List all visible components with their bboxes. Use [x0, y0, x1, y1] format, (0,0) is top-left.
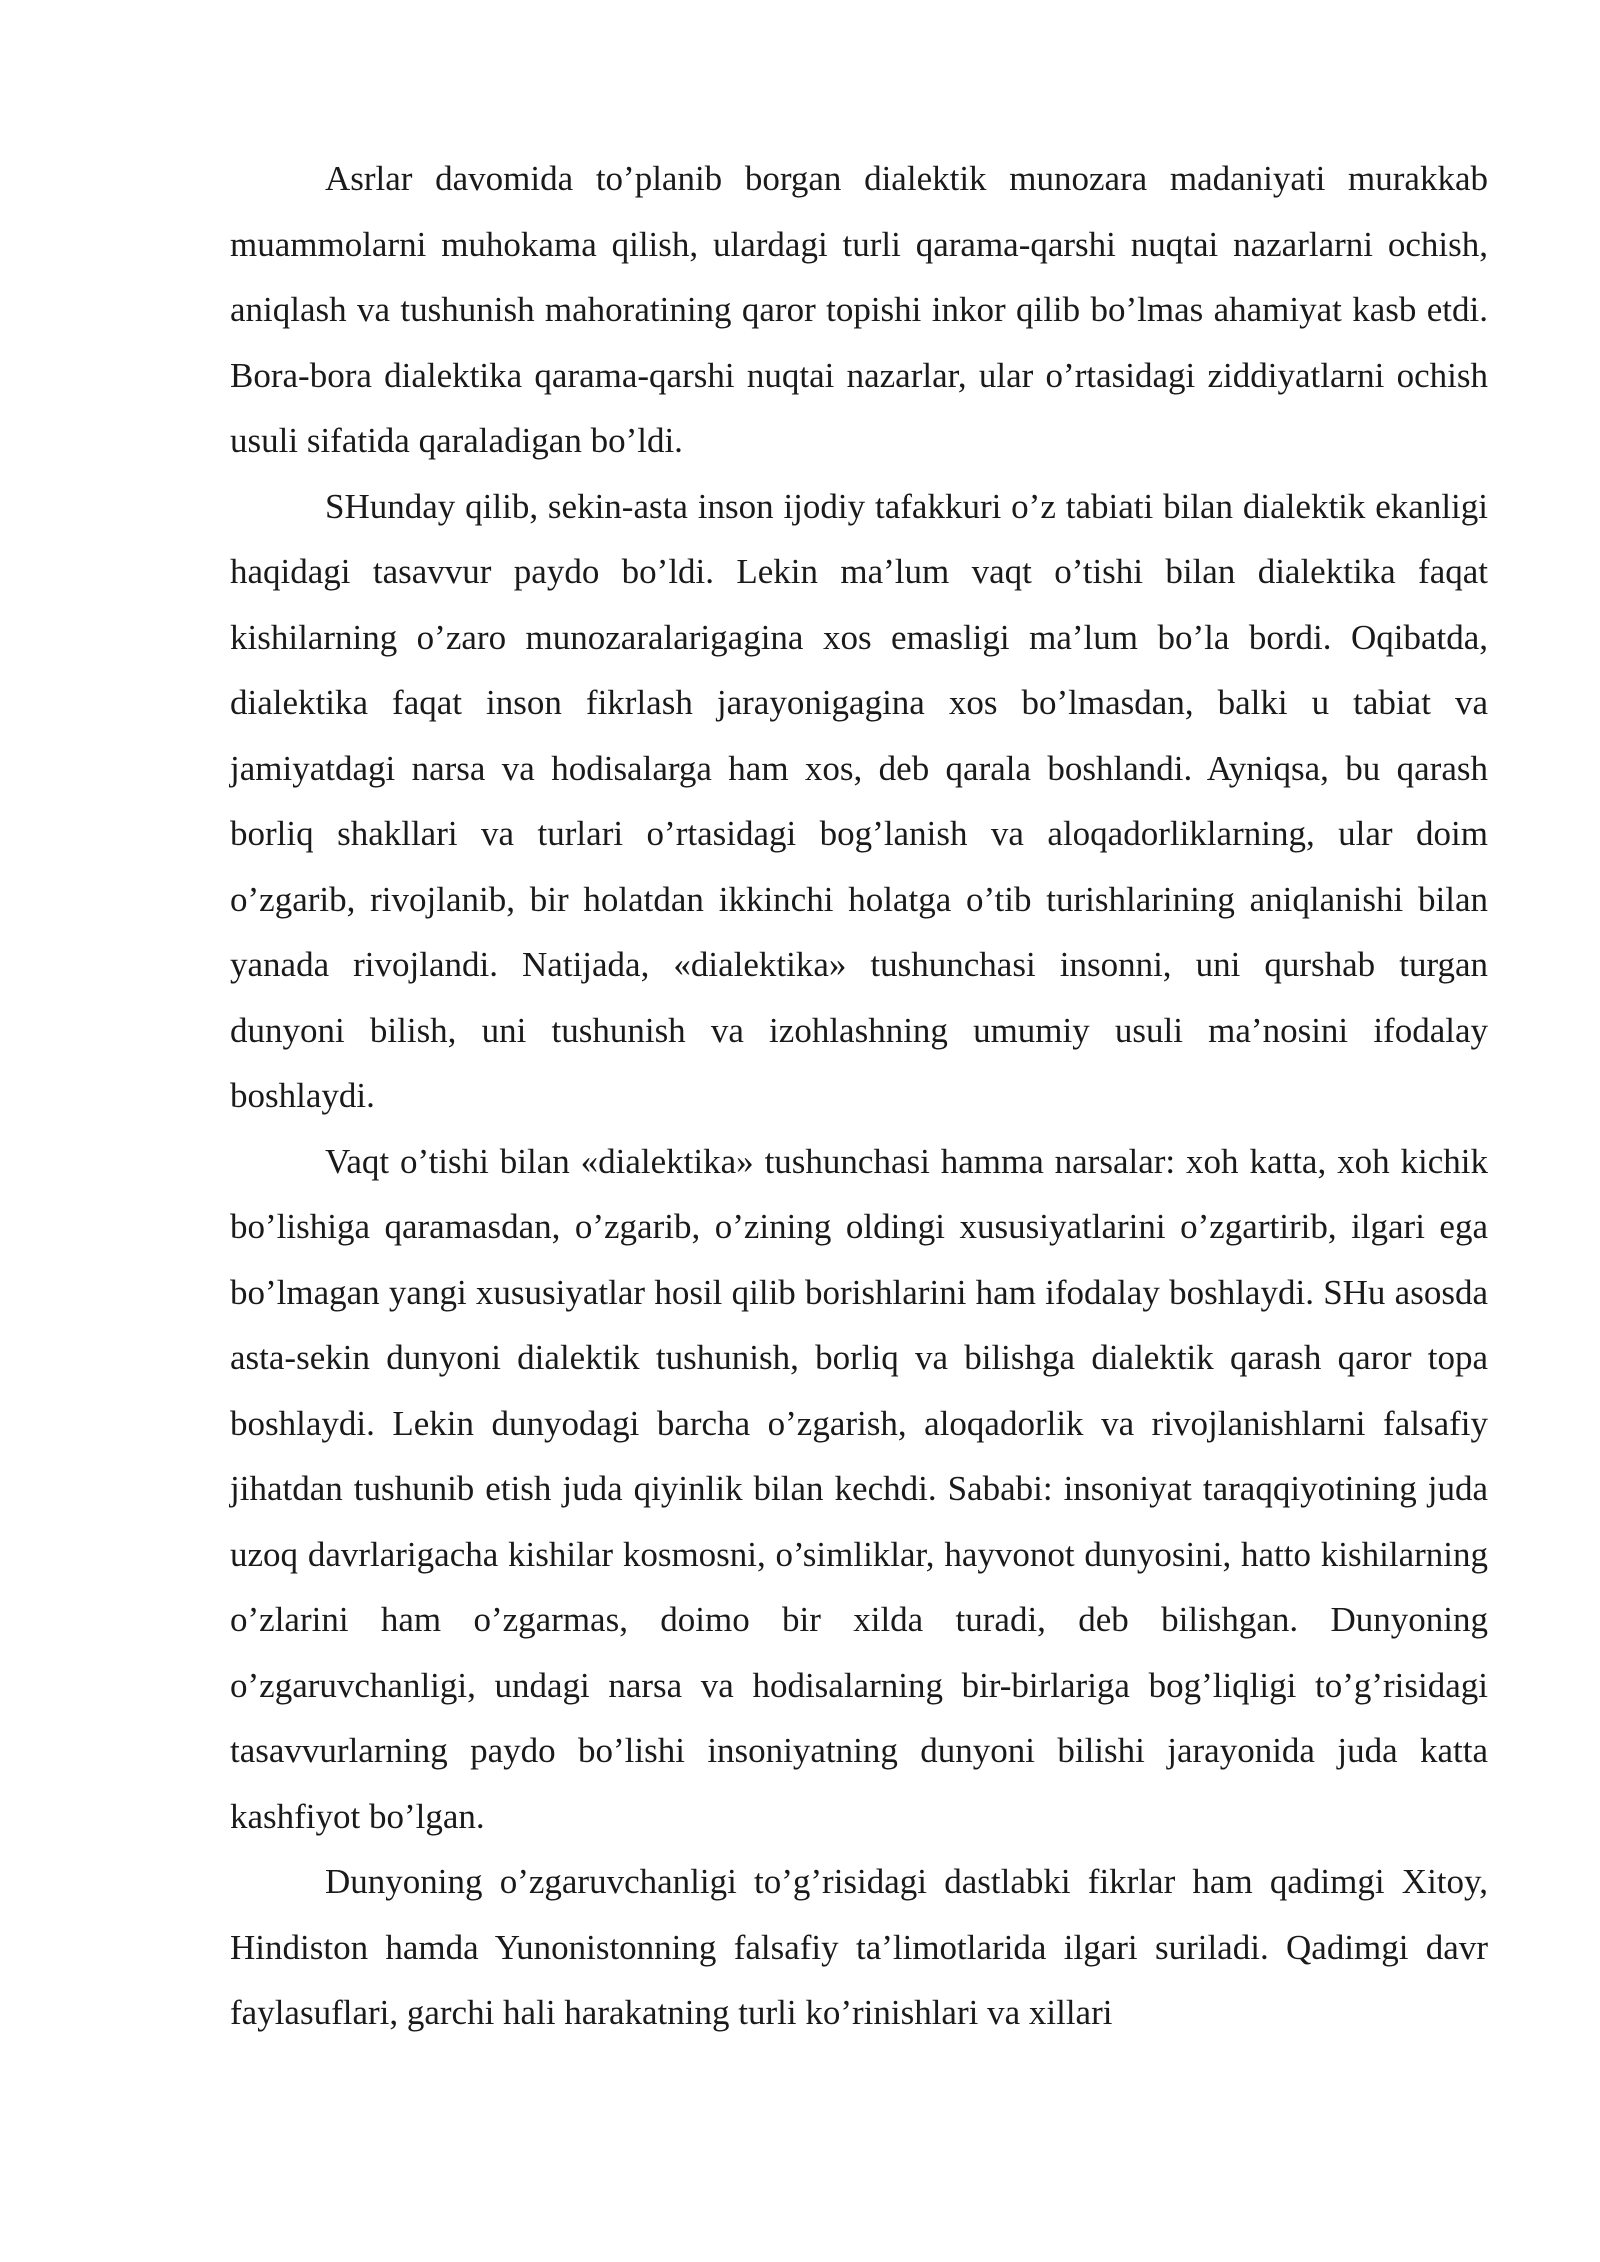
document-body	[230, 146, 1488, 2046]
paragraph-4: Dunyoning o’zgaruvchanligi to’g’risidagi dastlabki fikrlar ham qadimgi Xitoy, Hindiston hamda Yunonistonning falsafiy ta’limotlarida ilgari suriladi. Qadimgi davr faylasuflari, garchi hali harakatning turli ko’rinishlari va xillari	[230, 1862, 1488, 2032]
paragraph-2: SHunday qilib, sekin-asta inson ijodiy tafakkuri o’z tabiati bilan dialektik ekanligi haqidagi tasavvur paydo bo’ldi. Lekin ma’lum vaqt o’tishi bilan dialektika faqat kishilarning o’zaro munozaralarigagina xos emasligi ma’lum bo’la bordi. Oqibatda, dialektika faqat inson fikrlash jarayonigagina xos bo’lmasdan, balki u tabiat va jamiyatdagi narsa va hodisalarga ham xos, deb qarala boshlandi. Ayniqsa, bu qarash borliq shakllari va turlari o’rtasidagi bog’lanish va aloqadorliklarning, ular doim o’zgarib, rivojlanib, bir holatdan ikkinchi holatga o’tib turishlarining aniqlanishi bilan yanada rivojlandi. Natijada, «dialektika» tushunchasi insonni, uni qurshab turgan dunyoni bilish, uni tushunish va izohlashning umumiy usuli ma’nosini ifodalay boshlaydi.	[230, 486, 1488, 1115]
paragraph-1: Asrlar davomida to’planib borgan dialektik munozara madaniyati murakkab muammolarni muhokama qilish, ulardagi turli qarama-qarshi nuqtai nazarlarni ochish, aniqlash va tushunish mahoratining qaror topishi inkor qilib bo’lmas ahamiyat kasb etdi. Bora-bora dialektika qarama-qarshi nuqtai nazarlar, ular o’rtasidagi ziddiyatlarni ochish usuli sifatida qaraladigan bo’ldi.	[230, 159, 1488, 460]
paragraph-3: Vaqt o’tishi bilan «dialektika» tushunchasi hamma narsalar: xoh katta, xoh kichik bo’lishiga qaramasdan, o’zgarib, o’zining oldingi xususiyatlarini o’zgartirib, ilgari ega bo’lmagan yangi xususiyatlar hosil qilib borishlarini ham ifodalay boshlaydi. SHu asosda asta-sekin dunyoni dialektik tushunish, borliq va bilishga dialektik qarash qaror topa boshlaydi. Lekin dunyodagi barcha o’zgarish, aloqadorlik va rivojlanishlarni falsafiy jihatdan tushunib etish juda qiyinlik bilan kechdi. Sababi: insoniyat taraqqiyotining juda uzoq davrlarigacha kishilar kosmosni, o’simliklar, hayvonot dunyosini, hatto kishilarning o’zlarini ham o’zgarmas, doimo bir xilda turadi, deb bilishgan. Dunyoning o’zgaruvchanligi, undagi narsa va hodisalarning bir-birlariga bog’liqligi to’g’risidagi tasavvurlarning paydo bo’lishi insoniyatning dunyoni bilishi jarayonida juda katta kashfiyot bo’lgan.	[230, 1141, 1488, 1836]
